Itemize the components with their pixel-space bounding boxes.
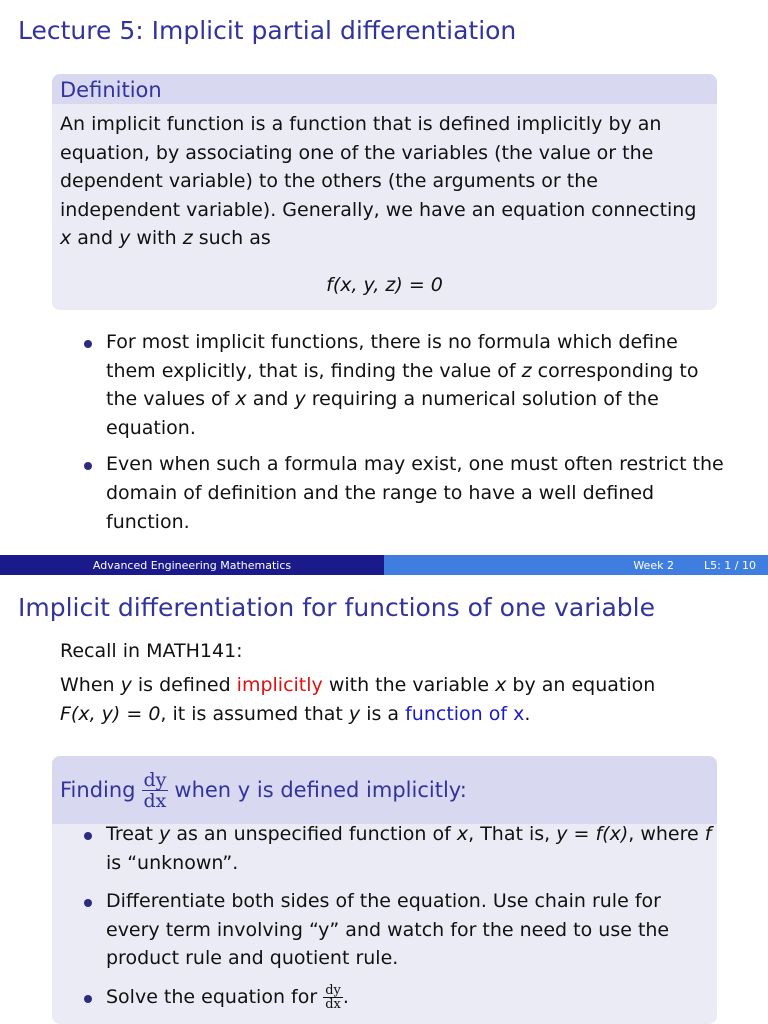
var-y: y bbox=[119, 227, 131, 250]
bullet-icon bbox=[84, 899, 92, 907]
list-item: For most implicit functions, there is no formula which define them explicitly, that is, finding the value of z corresponding to the values of x and y requiring a numerical solution of the equation. bbox=[84, 328, 724, 442]
definition-body bbox=[52, 104, 717, 308]
footer-page: L5: 1 / 10 bbox=[703, 558, 756, 572]
finding-block-title: Finding $\frac{dy}{dx}$ when y is defined implicitly: bbox=[52, 756, 717, 824]
var-x: x bbox=[60, 227, 72, 250]
highlight-function-of-x: function of x bbox=[405, 702, 525, 725]
bullet-icon bbox=[84, 462, 92, 470]
bullet-icon bbox=[84, 340, 92, 348]
slide-title: Implicit differentiation for functions of one variable bbox=[18, 593, 655, 622]
recall-paragraph: When y is defined implicitly with the variable x by an equation F(x, y) = 0, it is assumed that y is a function of x. bbox=[60, 674, 656, 725]
list-item: Treat y as an unspecified function of x, That is, y = f(x), where f is “unknown”. bbox=[84, 820, 714, 877]
finding-bullet-list bbox=[84, 820, 714, 1022]
fraction-dy-dx: $\frac{dy}{dx}$ bbox=[143, 768, 167, 812]
slide-title: Lecture 5: Implicit partial differentiation bbox=[18, 16, 517, 45]
bullet-icon bbox=[84, 832, 92, 840]
highlight-implicitly: implicitly bbox=[236, 674, 323, 696]
list-item: Differentiate both sides of the equation. Use chain rule for every term involving “y” and watch for the need to use the product rule and quotient rule. bbox=[84, 887, 714, 973]
definition-formula: f(x, y, z) = 0 bbox=[326, 273, 443, 296]
list-item: Solve the equation for $\frac{dy}{dx}$ . bbox=[84, 983, 714, 1012]
slide-2 bbox=[0, 575, 768, 1024]
text-with: with bbox=[130, 227, 183, 250]
fraction-dy-dx-small: $\frac{dy}{dx}$ bbox=[325, 982, 341, 1012]
definition-text: An implicit function is a function that is defined implicitly by an equation, by associating one of the variables (the value or the dependent variable) to the others (the arguments or the independent variable). Generally, we have an equation connecting bbox=[60, 113, 697, 221]
footer-course: Advanced Engineering Mathematics bbox=[0, 555, 384, 575]
definition-title: Definition bbox=[52, 74, 717, 104]
recall-text: Recall in MATH141: bbox=[60, 640, 243, 662]
footer-bar bbox=[0, 555, 768, 575]
bullet-list bbox=[84, 328, 724, 544]
var-z: z bbox=[182, 227, 193, 250]
definition-block bbox=[52, 74, 717, 310]
list-item: Even when such a formula may exist, one must often restrict the domain of definition and the range to have a well defined function. bbox=[84, 450, 724, 536]
footer-week: Week 2 bbox=[633, 558, 674, 572]
bullet-icon bbox=[84, 995, 92, 1003]
text-and: and bbox=[71, 227, 120, 250]
text-such-as: such as bbox=[192, 227, 271, 250]
footer-info bbox=[384, 555, 768, 575]
